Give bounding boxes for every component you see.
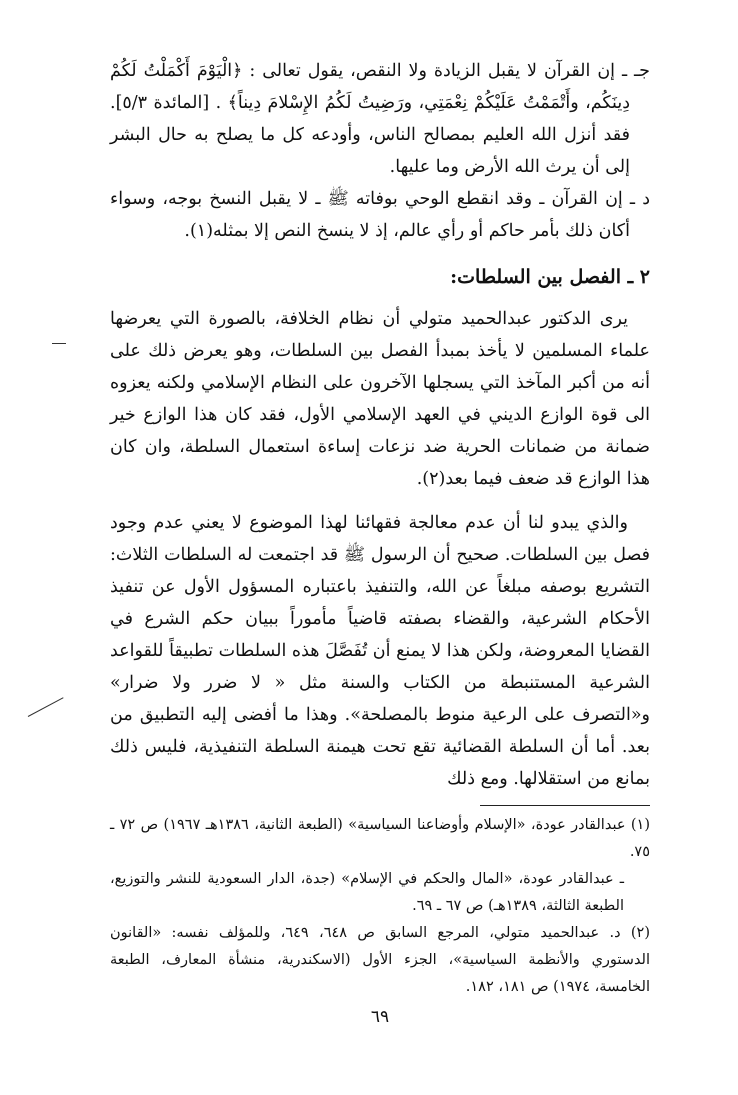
paragraph-1: يرى الدكتور عبدالحميد متولي أن نظام الخلافة، بالصورة التي يعرضها علماء المسلمين لا يأخذ بمبدأ الفصل بين السلطات، وهو يعرض ذلك على أنه من أكبر المآخذ التي يسجلها الآخرون على النظام الإسلامي ولكنه يعزوه الى قوة الوازع الديني في العهد الإسلامي الأول، فقد كان هذا الوازع خير ضمانة من ضمانات الحرية ضد نزعات إساءة استعمال السلطة، وان كان هذا الوازع قد ضعف فيما بعد(٢). bbox=[110, 309, 650, 489]
section-heading: ٢ ـ الفصل بين السلطات: bbox=[450, 266, 650, 288]
footnote-1: (١) عبدالقادر عودة، «الإسلام وأوضاعنا السياسية» (الطبعة الثانية، ١٣٨٦هـ ١٩٦٧) ص ٧٢ ـ ٧٥. bbox=[110, 817, 650, 860]
margin-dash-mark bbox=[52, 343, 66, 344]
footnote-divider bbox=[480, 805, 650, 806]
footnote-2: (٢) د. عبدالحميد متولي، المرجع السابق ص ٦٤٨، ٦٤٩، وللمؤلف نفسه: «القانون الدستوري والأنظمة السياسية»، الجزء الأول (الاسكندرية، منشأة المعارف، الطبعة الخامسة، ١٩٧٤) ص ١٨١، ١٨٢. bbox=[110, 925, 650, 995]
footnote-1-continuation: ـ عبدالقادر عودة، «المال والحكم في الإسلام» (جدة، الدار السعودية للنشر والتوزيع، الطبعة الثالثة، ١٣٨٩هـ) ص ٦٧ ـ ٦٩. bbox=[110, 871, 624, 914]
page-body bbox=[110, 55, 650, 1027]
page-number: ٦٩ bbox=[370, 1007, 390, 1027]
list-item-dal: د ـ إن القرآن ـ وقد انقطع الوحي بوفاته ﷺ ـ لا يقبل النسخ بوجه، وسواء أكان ذلك بأمر حاكم أو رأي عالم، إذ لا ينسخ النص إلا بمثله(١). bbox=[110, 189, 650, 241]
list-item-jeem: جـ ـ إن القرآن لا يقبل الزيادة ولا النقص، يقول تعالى : ﴿الْيَوْمَ أَكْمَلْتُ لَكُمْ دِينَكُم، وأَتْمَمْتُ عَلَيْكُمْ نِعْمَتِي، ورَضِيتُ لَكُمُ الإِسْلامَ دِيناً﴾ . [المائدة ٥/٣]. فقد أنزل الله العليم بمصالح الناس، وأودعه كل ما يصلح به حال البشر إلى أن يرث الله الأرض وما عليها. bbox=[110, 61, 650, 177]
paragraph-2: والذي يبدو لنا أن عدم معالجة فقهائنا لهذا الموضوع لا يعني عدم وجود فصل بين السلطات. صحيح أن الرسول ﷺ قد اجتمعت له السلطات الثلاث: التشريع بوصفه مبلغاً عن الله، والتنفيذ باعتباره المسؤول الأول عن تنفيذ الأحكام الشرعية، والقضاء بصفته قاضياً مأموراً ببيان حكم الشرع في القضايا المعروضة، ولكن هذا لا يمنع أن تُفَصَّلَ هذه السلطات تطبيقاً للقواعد الشرعية المستنبطة من الكتاب والسنة مثل « لا ضرر ولا ضرار» و«التصرف على الرعية منوط بالمصلحة». وهذا ما أفضى إليه التطبيق من بعد. أما أن السلطة القضائية تقع تحت هيمنة السلطة التنفيذية، فليس ذلك بمانع من استقلالها. ومع ذلك bbox=[110, 513, 650, 789]
margin-slash-mark bbox=[28, 697, 64, 717]
